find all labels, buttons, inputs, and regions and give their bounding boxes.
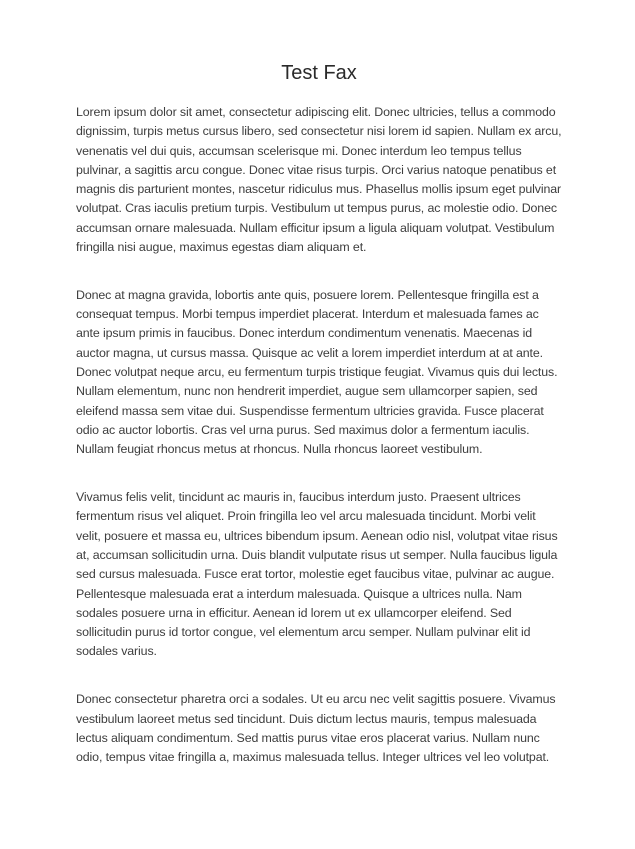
paragraph-1: Lorem ipsum dolor sit amet, consectetur adipiscing elit. Donec ultricies, tellus a commodo dignissim, turpis metus cursus libero, sed consectetur nisi lorem id sapien. Nullam ex arcu, venenatis vel dui quis, accumsan scelerisque mi. Donec interdum leo tempus tellus pulvinar, a sagittis arcu congue. Donec vitae risus turpis. Orci varius natoque penatibus et magnis dis parturient montes, nascetur ridiculus mus. Phasellus mollis ipsum eget pulvinar volutpat. Cras iaculis pretium turpis. Vestibulum ut tempus purus, ac molestie odio. Donec accumsan ornare malesuada. Nullam efficitur ipsum a ligula aliquam volutpat. Vestibulum fringilla nisi augue, maximus egestas diam aliquam et. xyxy=(76,105,562,255)
paragraph-4: Donec consectetur pharetra orci a sodales. Ut eu arcu nec velit sagittis posuere. Vivamus vestibulum laoreet metus sed tincidunt. Duis dictum lectus mauris, tempus malesuada lectus aliquam condimentum. Sed mattis purus vitae eros placerat varius. Nullam nunc odio, tempus vitae fringilla a, maximus malesuada tellus. Integer ultrices vel leo volutpat. xyxy=(76,692,556,765)
document-body xyxy=(76,103,562,767)
paragraph-3: Vivamus felis velit, tincidunt ac mauris in, faucibus interdum justo. Praesent ultrices fermentum risus vel aliquet. Proin fringilla leo vel arcu malesuada tincidunt. Morbi velit velit, posuere et massa eu, ultrices bibendum ipsum. Aenean odio nisl, volutpat vitae risus at, accumsan sollicitudin urna. Duis blandit vulputate risus ut semper. Nulla faucibus ligula sed cursus malesuada. Fusce erat tortor, molestie eget faucibus vitae, pulvinar ac augue. Pellentesque malesuada erat a interdum malesuada. Quisque a ultrices nulla. Nam sodales posuere urna in efficitur. Aenean id lorem ut ex ullamcorper eleifend. Sed sollicitudin purus id tortor congue, vel elementum arcu semper. Nullam pulvinar elit id sodales varius. xyxy=(76,490,558,659)
paragraph-2: Donec at magna gravida, lobortis ante quis, posuere lorem. Pellentesque fringilla est a consequat tempus. Morbi tempus imperdiet placerat. Interdum et malesuada fames ac ante ipsum primis in faucibus. Donec interdum condimentum venenatis. Maecenas id auctor magna, ut cursus massa. Quisque ac velit a lorem imperdiet interdum at at ante. Donec volutpat neque arcu, eu fermentum turpis tristique feugiat. Vivamus quis dui lectus. Nullam elementum, nunc non hendrerit imperdiet, augue sem ullamcorper sapien, sed eleifend massa sem vitae dui. Suspendisse fermentum ultricies gravida. Fusce placerat odio ac auctor lobortis. Cras vel urna purus. Sed maximus dolor a fermentum iaculis. Nullam feugiat rhoncus metus at rhoncus. Nulla rhoncus laoreet vestibulum. xyxy=(76,287,558,457)
document-title: Test Fax xyxy=(281,62,357,84)
